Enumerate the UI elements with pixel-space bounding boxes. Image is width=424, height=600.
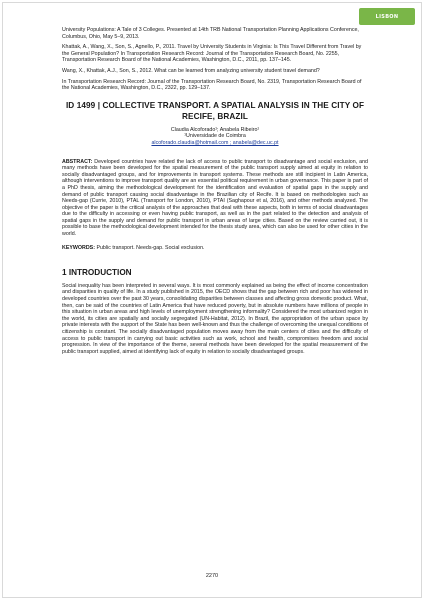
keywords-text: Public transport. Needs-gap. Social exclusion.: [94, 244, 205, 251]
abstract-text: Developed countries have related the lack of access to public transport to disadvantage and social exclusion, and many methods have been developed for the spatial measurement of the public transport supply aimed at equity in relation to socially disadvantaged groups, and for improvements in transport systems. These methods are still incipient in Latin America, although interventions to improve transport quality are an essential political requirement in urban governance. This paper is part of a PhD thesis, aiming the methodological development for the identification and evaluation of spatial gaps in the supply and demand of public transport causing social disadvantage in the Brazilian city of Recife. It is based on methodologies such as Needs-gap (Currie, 2010), PTAL (Transport for London, 2010), PTAI (Saghapour et al, 2016), and other methods analyzed. The objective of the paper is the critical analysis of the approaches that deal with these aspects, both in terms of social disadvantages due to the difficulty in accessing or even having public transport, as well as in the part related to the detection and analysis of spatial gaps in the supply and demand for public transport in urban areas of large cities. Based on the review carried out, it is possible to base the methodological development intended for the thesis study area, which can also be used for other cities in the world.: [62, 158, 368, 238]
abstract: [62, 159, 368, 238]
reference-item: Wang, X., Khattak, A.J., Son, S., 2012. What can be learned from analyzing university student travel demand?: [62, 67, 320, 74]
author-affiliation: ¹Universidade de Coimbra: [184, 133, 246, 140]
introduction-text: Social inequality has been interpreted in several ways. It is most commonly explained as being the effect of income concentration and disparities in quality of life. In a study published in 2015, the OECD shows that the gap between rich and poor has widened in developed countries over the past 30 years, consolidating disparities between classes and affecting gross domestic product. What, then, can be said of the countries of Latin America that have reduced poverty, but in absolute numbers have millions of people in this situation in urban areas and high levels of unemployment strengthening informality? Considered the most urbanized region in the world, its cities are spatially and socially segregated (UN-Habitat, 2012). In Brazil, the appropriation of the urban space by private interests with the support of the State has been well-known and thus the challenge of overcoming the unequal conditions of citizenship is constant. The socially disadvantaged population moves away from the main centers of cities and the difficulty of access to public transport in carrying out basic activities such as work, school and health, compromises freedom and social progression. In view of the importance of the theme, several methods have been developed for the spatial measurement of the public transport supplied, aimed at identifying lack of equity in relation to socially disadvantaged groups.: [62, 282, 368, 355]
conference-logo: [359, 8, 415, 25]
logo-text: LISBON: [375, 13, 399, 20]
page-number: 2270: [205, 573, 219, 579]
reference-item: Khattak, A., Wang, X., Son, S., Agnello, P., 2011. Travel by University Students in Virginia: Is This Travel Different from Travel by the General Population? In Transportation Research Record: Journal of the Transportation Research Board, No. 2255, Transportation Research Board of the National Academies, Washington, D.C., 2011, pp. 137–145.: [62, 44, 362, 64]
keywords: [62, 245, 368, 252]
abstract-label: ABSTRACT:: [62, 158, 93, 165]
section-heading: 1 INTRODUCTION: [62, 268, 132, 278]
author-emails[interactable]: alcoforado.claudia@hotmail.com ; anabela@dec.uc.pt: [151, 139, 279, 146]
reference-item: In Transportation Research Record: Journal of the Transportation Research Board, No. 2319, Transportation Research Board of the National Academies, Washington, D.C., 2322, pp. 129–137.: [62, 78, 362, 92]
paper-title: ID 1499 | COLLECTIVE TRANSPORT. A SPATIAL ANALYSIS IN THE CITY OF RECIFE, BRAZIL: [65, 100, 365, 121]
reference-item: University Populations: A Tale of 3 Colleges. Presented at 14th TRB National Transportation Planning Applications Conference, Columbus, Ohio, May 5–9, 2013.: [62, 27, 359, 40]
page-content: [62, 27, 368, 355]
keywords-label: KEYWORDS:: [62, 244, 95, 251]
paper-authors: Claudia Alcoforado¹; Anabela Ribeiro¹: [170, 126, 260, 133]
references-list: [62, 27, 368, 92]
document-page: [2, 2, 422, 598]
